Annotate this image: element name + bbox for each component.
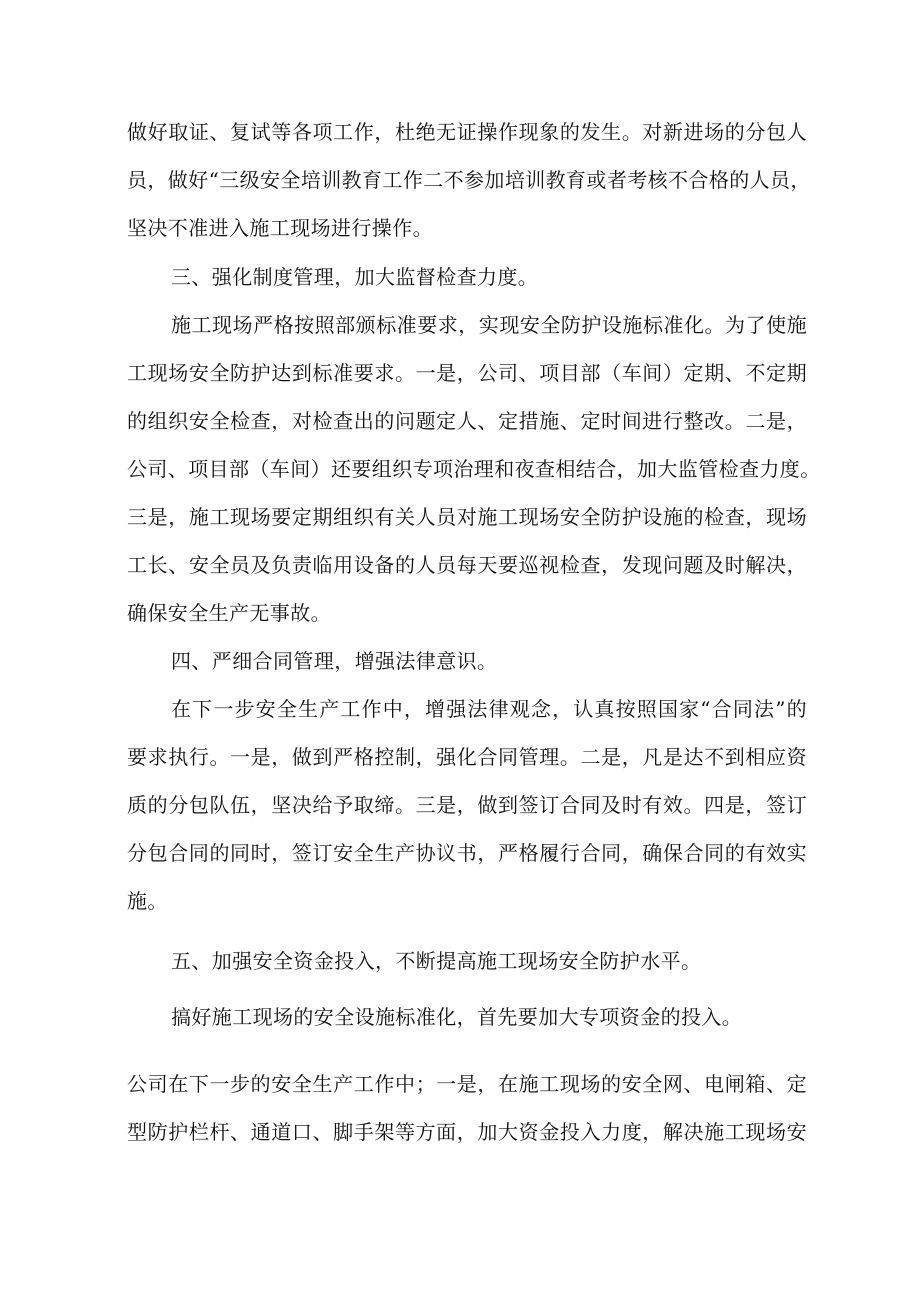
paragraph-line: 公司在下一步的安全生产工作中；一是，在施工现场的安全网、电闸箱、定 [127, 1072, 807, 1096]
paragraph-line: 做好取证、复试等各项工作，杜绝无证操作现象的发生。对新进场的分包人 [127, 120, 807, 144]
paragraph-line: 坚决不准进入施工现场进行操作。 [127, 216, 433, 240]
paragraph-line: 员，做好“三级安全培训教育工作二不参加培训教育或者考核不合格的人员， [127, 168, 811, 192]
paragraph-line: 分包合同的同时，签订安全生产协议书，严格履行合同，确保合同的有效实 [127, 841, 807, 865]
section-heading-3: 三、强化制度管理，加大监督检查力度。 [171, 265, 539, 289]
paragraph-line: 工长、安全员及负责临用设备的人员每天要巡视检查，发现问题及时解决， [127, 553, 807, 577]
paragraph-line: 型防护栏杆、通道口、脚手架等方面，加大资金投入力度，解决施工现场安 [127, 1120, 807, 1144]
section-heading-5: 五、加强安全资金投入，不断提高施工现场安全防护水平。 [171, 949, 702, 973]
paragraph-line: 三是，施工现场要定期组织有关人员对施工现场安全防护设施的检查，现场 [127, 505, 807, 529]
section-heading-4: 四、严细合同管理，增强法律意识。 [171, 649, 498, 673]
paragraph-line: 确保安全生产无事故。 [127, 601, 331, 625]
paragraph-line: 搞好施工现场的安全设施标准化，首先要加大专项资金的投入。 [171, 1005, 743, 1029]
paragraph-line: 的组织安全检查，对检查出的问题定人、定措施、定时间进行整改。二是， [127, 409, 807, 433]
paragraph-line: 质的分包队伍，坚决给予取缔。三是，做到签订合同及时有效。四是，签订 [127, 793, 807, 817]
paragraph-line: 要求执行。一是，做到严格控制，强化合同管理。二是，凡是达不到相应资 [127, 745, 807, 769]
paragraph-line: 施。 [127, 889, 168, 913]
paragraph-line: 在下一步安全生产工作中，增强法律观念，认真按照国家“合同法”的 [171, 697, 807, 721]
paragraph-line: 工现场安全防护达到标准要求。一是，公司、项目部（车间）定期、不定期 [127, 361, 807, 385]
paragraph-line: 施工现场严格按照部颁标准要求，实现安全防护设施标准化。为了使施 [171, 313, 807, 337]
paragraph-line: 公司、项目部（车间）还要组织专项治理和夜查相结合，加大监管检查力度。 [127, 457, 821, 481]
